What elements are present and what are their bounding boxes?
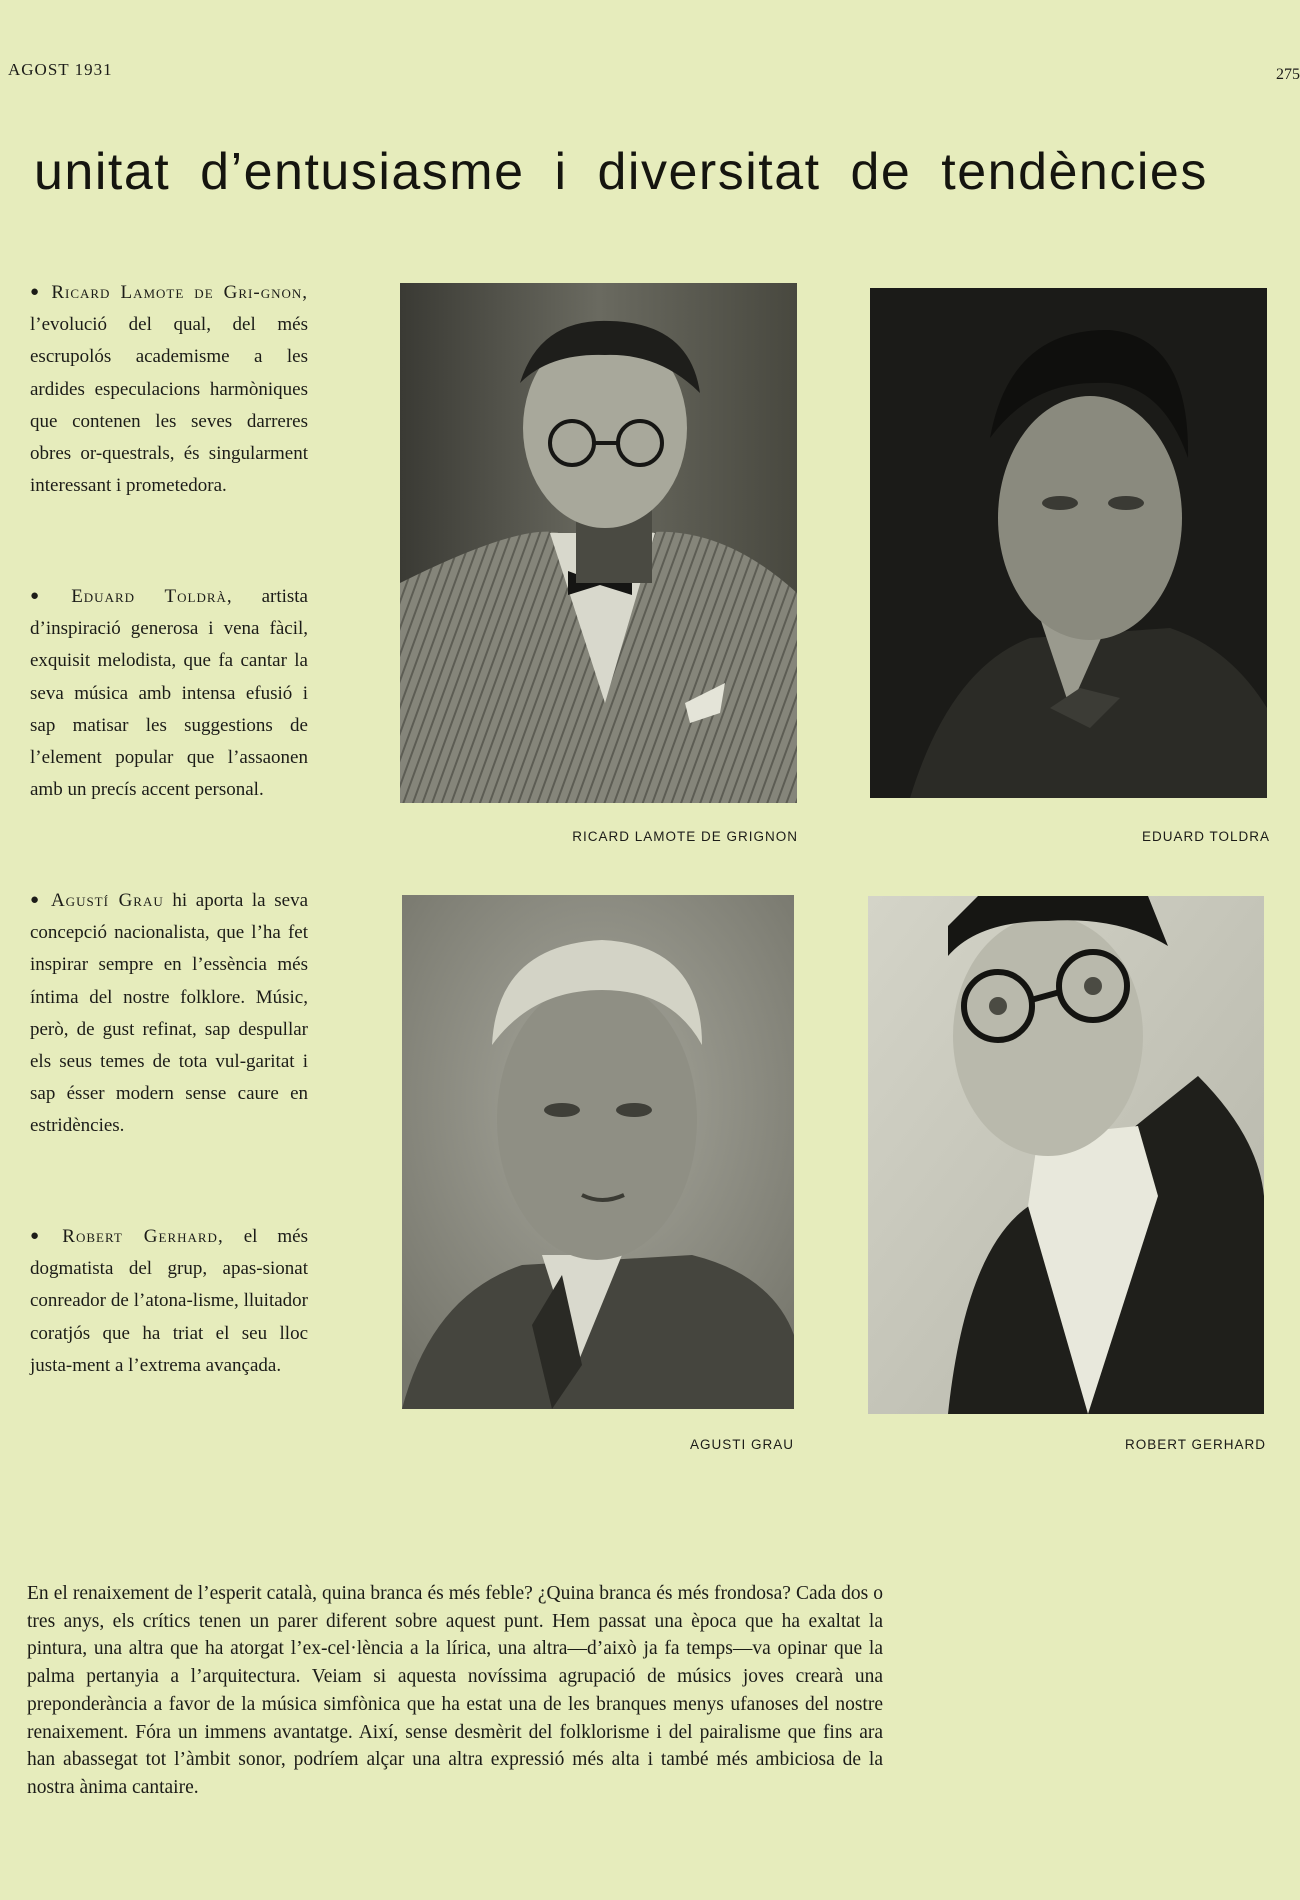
bullet-icon: ●	[30, 588, 64, 604]
article-body-paragraph: En el renaixement de l’esperit català, quina branca és més feble? ¿Quina branca és més frondosa? Cada dos o tres anys, els crítics tenen un parer diferent sobre aquest punt. Hem passat una època que ha exaltat la pintura, una altra que ha atorgat l’ex-cel·lència a la lírica, una altra—d’això ja fa temps—va opinar que la palma pertanyia a l’arquitectura. Veiam si aquesta novíssima agrupació de músics joves crearà una preponderància a favor de la música simfònica que ha estat una de les branques menys ufanoses del nostre renaixement. Fóra un immens avantatge. Així, sense desmèrit del folklorisme i del pairalisme que fins ara han abassegat tot l’àmbit sonor, podríem alçar una altra expressió més alta i també més ambiciosa de la nostra ànima cantaire.	[27, 1583, 883, 1798]
bio-name: Eduard Toldrà,	[71, 586, 233, 607]
bio-text: l’evolució del qual, del més escrupolós academisme a les ardides especulacions harmòniques que contenen les seves darreres obres or-questrals, és singularment interessant i prometedora.	[30, 314, 308, 497]
portrait-photo-robert-gerhard	[868, 896, 1264, 1414]
bullet-icon: ●	[30, 892, 43, 908]
bullet-icon: ●	[30, 284, 44, 300]
photo-caption: EDUARD TOLDRA	[1141, 829, 1270, 844]
bio-text: artista d’inspiració generosa i vena fàcil, exquisit melodista, que fa cantar la seva música amb intensa efusió i sap matisar les suggestions de l’element popular que l’assaonen amb un precís accent personal.	[30, 586, 308, 801]
photo-caption: AGUSTI GRAU	[689, 1437, 794, 1452]
bio-text: el més dogmatista del grup, apas-sionat conreador de l’atona-lisme, lluitador coratjós que ha triat el seu lloc justa-ment a l’extrema avançada.	[30, 1226, 308, 1376]
bio-name: Robert Gerhard,	[62, 1226, 224, 1247]
bio-eduard-toldra	[30, 580, 308, 806]
photo-caption: ROBERT GERHARD	[1124, 1437, 1266, 1452]
bio-name: Ricard Lamote de Gri-gnon,	[51, 282, 308, 303]
bio-name: Agustí Grau	[50, 890, 164, 911]
portrait-photo-ricard-lamote	[400, 283, 797, 803]
photo-caption: RICARD LAMOTE DE GRIGNON	[572, 829, 798, 844]
bio-robert-gerhard	[30, 1220, 308, 1382]
page-title: unitat d’entusiasme i diversitat de tendències	[34, 143, 1208, 201]
portrait-photo-agusti-grau	[402, 895, 794, 1409]
bullet-icon: ●	[30, 1228, 55, 1244]
bio-ricard-lamote	[30, 276, 308, 502]
running-head: AGOST 1931	[8, 60, 113, 79]
bio-agusti-grau	[30, 884, 308, 1143]
page-number: 275	[1276, 66, 1300, 83]
portrait-photo-eduard-toldra	[870, 288, 1267, 798]
bio-text: hi aporta la seva concepció nacionalista, que l’ha fet inspirar sempre en l’essència més íntima del nostre folklore. Músic, però, de gust refinat, sap despullar els seus temes de tota vul-garitat i sap ésser modern sense caure en estridències.	[30, 890, 309, 1137]
